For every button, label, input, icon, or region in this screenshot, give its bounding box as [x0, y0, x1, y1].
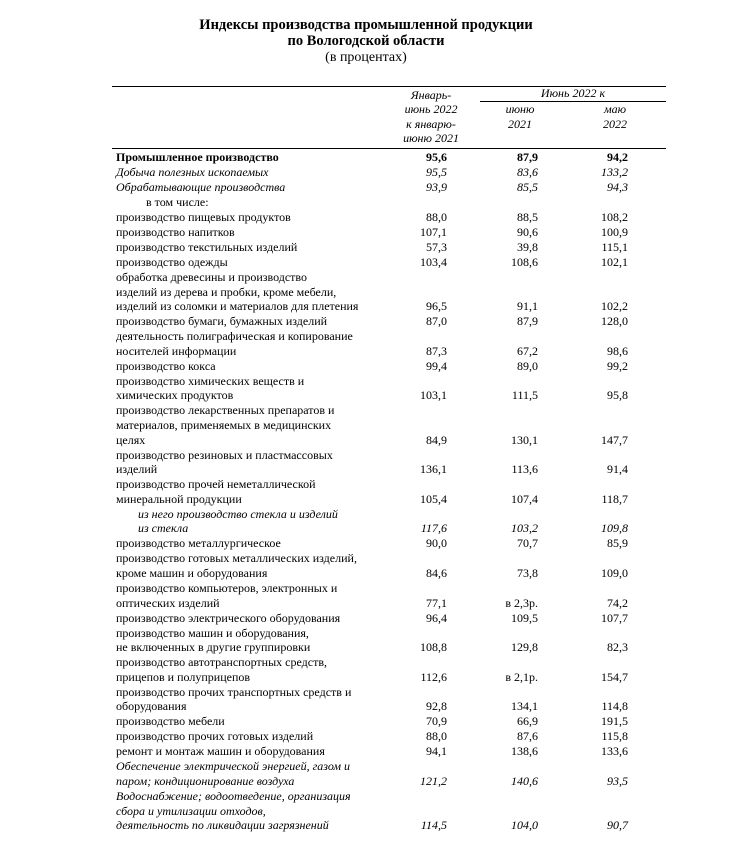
- row-value-v1: 90,0: [426, 536, 447, 551]
- row-value-v3: 115,8: [601, 729, 628, 744]
- row-label: производство мебели: [116, 714, 225, 729]
- row-label: производство машин и оборудования,: [116, 625, 309, 640]
- row-value-v3: 99,2: [607, 358, 628, 373]
- row-label: обработка древесины и производство: [116, 270, 307, 284]
- row-label: производство автотранспортных средств,: [116, 655, 327, 670]
- row-label: производство одежды: [116, 255, 228, 269]
- row-value-v3: 82,3: [607, 640, 628, 655]
- row-value-v2: 73,8: [517, 565, 538, 580]
- table-row: [0, 195, 732, 210]
- row-label: паром; кондиционирование воздуха: [116, 773, 295, 788]
- row-value-v1: 77,1: [426, 595, 447, 610]
- row-value-v1: 92,8: [426, 699, 447, 714]
- row-value-v3: 133,2: [601, 165, 628, 179]
- col1-line: июню 2021: [403, 131, 459, 145]
- row-value-v2: 104,0: [511, 818, 538, 833]
- row-value-v3: 191,5: [601, 714, 628, 729]
- table-row: [0, 255, 732, 270]
- row-value-v3: 94,3: [607, 180, 628, 194]
- row-label: Обрабатывающие производства: [116, 180, 286, 194]
- row-value-v2: 83,6: [517, 165, 538, 179]
- unit-label: (в процентах): [325, 50, 407, 65]
- row-value-v2: 87,6: [517, 729, 538, 744]
- row-value-v2: 85,5: [517, 180, 538, 194]
- row-value-v3: 102,1: [601, 255, 628, 269]
- row-value-v1: 103,4: [420, 255, 447, 269]
- row-label: производство резиновых и пластмассовых: [116, 447, 333, 462]
- row-value-v1: 57,3: [426, 240, 447, 254]
- row-value-v1: 88,0: [426, 729, 447, 744]
- row-label: производство текстильных изделий: [116, 240, 298, 254]
- row-label: деятельность по ликвидации загрязнений: [116, 818, 329, 833]
- row-value-v2: 90,6: [517, 225, 538, 239]
- row-label: в том числе:: [146, 195, 209, 209]
- title-line-2: по Вологодской области: [287, 33, 445, 49]
- row-value-v3: 102,2: [601, 299, 628, 314]
- table-row: [0, 210, 732, 225]
- row-label: оптических изделий: [116, 595, 220, 610]
- col1-line: июнь 2022: [404, 102, 458, 116]
- table-row: [0, 789, 732, 833]
- row-value-v1: 112,6: [420, 669, 447, 684]
- row-label: изделий из соломки и материалов для плетения: [116, 299, 359, 314]
- row-label: производство готовых металлических изделий,: [116, 551, 357, 566]
- row-value-v1: 96,5: [426, 299, 447, 314]
- row-value-v2: 108,6: [511, 255, 538, 269]
- table-row: [0, 551, 732, 580]
- row-label: производство пищевых продуктов: [116, 210, 291, 224]
- table-row: [0, 448, 732, 477]
- row-label: Водоснабжение; водоотведение, организация: [116, 789, 351, 803]
- table-row: [0, 507, 732, 536]
- row-value-v1: 95,5: [426, 165, 447, 179]
- row-value-v3: 154,7: [601, 669, 628, 684]
- row-value-v2: 87,9: [517, 150, 538, 164]
- table-row: [0, 165, 732, 180]
- row-label: целях: [116, 432, 146, 447]
- row-label: производство металлургическое: [116, 536, 281, 551]
- row-label: производство лекарственных препаратов и: [116, 403, 335, 418]
- row-value-v3: 95,8: [607, 388, 628, 403]
- row-value-v2: 134,1: [511, 699, 538, 714]
- row-label: Промышленное производство: [116, 150, 279, 164]
- row-value-v3: 147,7: [601, 432, 628, 447]
- row-value-v2: 129,8: [511, 640, 538, 655]
- row-value-v2: 66,9: [517, 714, 538, 729]
- row-value-v3: 85,9: [607, 536, 628, 551]
- row-value-v3: 90,7: [607, 818, 628, 833]
- row-label: минеральной продукции: [116, 491, 242, 506]
- row-label: производство напитков: [116, 225, 235, 239]
- row-label: из него производство стекла и изделий: [138, 506, 338, 521]
- col2-line: июню: [505, 102, 535, 116]
- row-value-v3: 94,2: [607, 150, 628, 164]
- row-value-v3: 74,2: [607, 595, 628, 610]
- row-value-v2: 103,2: [511, 521, 538, 536]
- col3-line: маю: [603, 102, 627, 116]
- row-value-v2: 113,6: [511, 462, 538, 477]
- table-row: [0, 536, 732, 551]
- table-row: [0, 374, 732, 403]
- row-value-v3: 107,7: [601, 610, 628, 625]
- row-label: производство прочих транспортных средств и: [116, 684, 352, 699]
- row-label: не включенных в другие группировки: [116, 640, 311, 655]
- row-value-v2: 67,2: [517, 343, 538, 358]
- row-value-v1: 94,1: [426, 744, 447, 759]
- table-row: [0, 626, 732, 655]
- row-value-v2: 111,5: [511, 388, 538, 403]
- col3-line: 2022: [603, 117, 627, 131]
- table-row: [0, 581, 732, 610]
- row-value-v3: 114,8: [601, 699, 628, 714]
- row-value-v2: 70,7: [517, 536, 538, 551]
- row-value-v3: 108,2: [601, 210, 628, 224]
- row-value-v3: 93,5: [607, 773, 628, 788]
- table-row: [0, 477, 732, 506]
- row-label: прицепов и полуприцепов: [116, 669, 251, 684]
- table-row: [0, 240, 732, 255]
- row-value-v1: 108,8: [420, 640, 447, 655]
- row-value-v1: 99,4: [426, 358, 447, 373]
- table-row: [0, 359, 732, 374]
- row-value-v1: 114,5: [420, 818, 447, 833]
- row-value-v3: 91,4: [607, 462, 628, 477]
- row-value-v1: 103,1: [420, 388, 447, 403]
- row-label: материалов, применяемых в медицинских: [116, 417, 332, 432]
- row-label: носителей информации: [116, 343, 237, 358]
- row-label: производство бумаги, бумажных изделий: [116, 314, 328, 329]
- row-value-v1: 105,4: [420, 491, 447, 506]
- col1-line: к январю-: [406, 117, 456, 131]
- title-line-1: Индексы производства промышленной продукции: [199, 17, 533, 33]
- row-label: деятельность полиграфическая и копирование: [116, 329, 353, 344]
- row-value-v2: 87,9: [517, 314, 538, 329]
- table-row: [0, 225, 732, 240]
- row-value-v2: 88,5: [517, 210, 538, 224]
- row-label: производство химических веществ и: [116, 373, 305, 388]
- col2-line: 2021: [508, 117, 532, 131]
- row-label: Добыча полезных ископаемых: [116, 165, 269, 179]
- row-label: ремонт и монтаж машин и оборудования: [116, 744, 325, 759]
- row-value-v1: 136,1: [420, 462, 447, 477]
- row-value-v1: 87,3: [426, 343, 447, 358]
- row-label: сбора и утилизации отходов,: [116, 803, 266, 818]
- row-label: изделий из дерева и пробки, кроме мебели,: [116, 284, 337, 299]
- col1-line: Январь-: [410, 88, 452, 102]
- row-label: производство компьютеров, электронных и: [116, 581, 338, 595]
- table-row: [0, 685, 732, 714]
- row-value-v2: 89,0: [517, 358, 538, 373]
- row-value-v2: 130,1: [511, 432, 538, 447]
- row-value-v1: 84,9: [426, 432, 447, 447]
- table-row: [0, 270, 732, 314]
- table-row: [0, 729, 732, 744]
- row-value-v1: 93,9: [426, 180, 447, 194]
- row-label: кроме машин и оборудования: [116, 565, 268, 580]
- row-value-v2: в 2,3р.: [505, 595, 538, 610]
- row-value-v1: 87,0: [426, 314, 447, 329]
- row-value-v1: 84,6: [426, 565, 447, 580]
- row-value-v3: 109,8: [601, 521, 628, 536]
- row-label: изделий: [116, 462, 158, 477]
- table-row: [0, 180, 732, 195]
- row-value-v1: 107,1: [420, 225, 447, 239]
- row-label: производство электрического оборудования: [116, 610, 341, 625]
- table-row: [0, 714, 732, 729]
- row-value-v2: 39,8: [517, 240, 538, 254]
- row-label: химических продуктов: [116, 388, 234, 403]
- row-value-v3: 133,6: [601, 744, 628, 759]
- row-value-v2: 91,1: [517, 299, 538, 314]
- row-value-v3: 115,1: [601, 240, 628, 254]
- row-value-v2: в 2,1р.: [505, 669, 538, 684]
- header-bottom-rule: [112, 148, 666, 149]
- row-value-v3: 100,9: [601, 225, 628, 239]
- row-value-v3: 98,6: [607, 343, 628, 358]
- row-label: производство кокса: [116, 358, 216, 373]
- row-value-v3: 109,0: [601, 565, 628, 580]
- row-label: Обеспечение электрической энергией, газом и: [116, 759, 351, 774]
- table-row: [0, 150, 732, 165]
- table-row: [0, 403, 732, 447]
- table-row: [0, 759, 732, 788]
- row-value-v1: 96,4: [426, 610, 447, 625]
- row-value-v1: 117,6: [420, 521, 447, 536]
- row-value-v1: 121,2: [420, 773, 447, 788]
- table-row: [0, 314, 732, 329]
- row-value-v3: 118,7: [601, 491, 628, 506]
- table-row: [0, 611, 732, 626]
- table-row: [0, 655, 732, 684]
- row-value-v2: 140,6: [511, 773, 538, 788]
- row-value-v2: 109,5: [511, 610, 538, 625]
- row-label: производство прочих готовых изделий: [116, 729, 314, 744]
- table-row: [0, 329, 732, 358]
- row-value-v1: 95,6: [426, 150, 447, 164]
- row-value-v2: 107,4: [511, 491, 538, 506]
- row-value-v1: 88,0: [426, 210, 447, 224]
- table-row: [0, 744, 732, 759]
- row-value-v3: 128,0: [601, 314, 628, 329]
- row-label: производство прочей неметаллической: [116, 477, 316, 492]
- row-label: оборудования: [116, 699, 187, 714]
- row-value-v2: 138,6: [511, 744, 538, 759]
- row-value-v1: 70,9: [426, 714, 447, 729]
- column-group-header: Июнь 2022 к: [540, 86, 606, 100]
- row-label: из стекла: [138, 521, 189, 536]
